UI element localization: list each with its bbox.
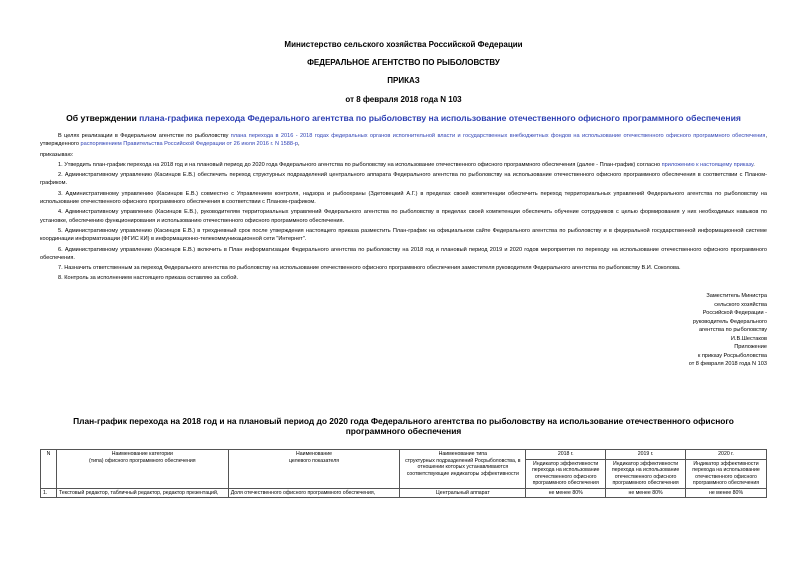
doc-type: ПРИКАЗ (387, 76, 420, 85)
cell-indicator: Доля отечественного офисного программного обеспечения, (228, 488, 400, 498)
intro-paragraph (40, 132, 767, 149)
doc-date-number: от 8 февраля 2018 года N 103 (345, 95, 462, 104)
cell-2019: не менее 80% (606, 488, 686, 498)
prikazyvayu: приказываю: (40, 151, 74, 158)
col-n: N (41, 450, 57, 489)
title-link[interactable]: плана-графика перехода Федерального агентства по рыболовству на использование отечественного офисного программного обеспечения (139, 113, 741, 123)
item-2: 2. Административному управлению (Касинцов Е.В.) обеспечить переход структурных подразделений центрального аппарата Федерального агентства по рыболовству на использование отечественного офисного программного обеспечения в соответствии с Планом-графиком. (40, 172, 767, 187)
intro-link-order[interactable]: распоряжением Правительства Российской Федерации от 26 июля 2016 г. N 1588-р (80, 141, 298, 148)
item-4: 4. Административному управлению (Касинцов Е.В.), руководителям территориальных управлений Федерального агентства по рыболовству в пределах своей компетенции обеспечить обучение сотрудников с целью формирования у них необходимых навыков по установке, обеспечению функционирования и использованию отечественного офисного программного обеспечения. (40, 209, 767, 224)
appendix-ref: к приказу Росрыболовства (697, 352, 767, 359)
cell-unit-type: Центральный аппарат (400, 488, 526, 498)
col-2018: 2018 г. (526, 450, 606, 460)
col-indicator (228, 450, 400, 489)
col-unit-type (400, 450, 526, 489)
col-category-l2: (типа) офисного программного обеспечения (89, 457, 196, 464)
item-1 (40, 161, 767, 169)
doc-title (40, 113, 767, 123)
item-5: 5. Административному управлению (Касинцов Е.В.) в трехдневный срок после утверждения настоящего приказа разместить План-график на официальном сайте Федерального агентства по рыболовству и в федеральной государственной информационной системе координации информатизации (ФГИС КИ) в информационно-телекоммуникационной сети "Интернет". (40, 227, 767, 243)
col-2018-eff: Индикатор эффективности перехода на использование отечественного офисного программного обеспечения (526, 459, 606, 488)
intro-text-3: , (297, 141, 300, 148)
title-prefix: Об утверждении (66, 113, 140, 123)
sign-line: Заместитель Министра (706, 293, 767, 299)
sign-line: Российской Федерации - (702, 310, 767, 316)
ministry-header: Министерство сельского хозяйства Российской Федерации (284, 40, 523, 49)
plan-title: План-график перехода на 2018 год и на плановый период до 2020 года Федерального агентства по рыболовству на использование отечественного офисного программного обеспечения (73, 416, 734, 436)
item-1-link[interactable]: приложению к настоящему приказу (661, 161, 754, 168)
appendix-label: Приложение (734, 344, 767, 350)
sign-line: руководитель Федерального (692, 318, 767, 325)
col-category-l1: Наименование категории (111, 451, 173, 457)
plan-table (40, 449, 767, 498)
item-1-end: . (753, 161, 755, 168)
col-2019-eff: Индикатор эффективности перехода на использование отечественного офисного программного обеспечения (606, 459, 686, 488)
doc-body (40, 132, 767, 285)
cell-n: 1. (41, 488, 57, 498)
item-8: 8. Контроль за исполнением настоящего приказа оставляю за собой. (58, 275, 239, 282)
table-header-row (41, 450, 767, 460)
agency-header: ФЕДЕРАЛЬНОЕ АГЕНТСТВО ПО РЫБОЛОВСТВУ (307, 58, 500, 67)
cell-2018: не менее 80% (526, 488, 606, 498)
col-2019: 2019 г. (606, 450, 686, 460)
signer-name: И.В.Шестаков (730, 335, 767, 342)
sign-line: агентства по рыболовству (698, 327, 767, 333)
col-unit-type-l2: структурных подразделений Росрыболовства, в отношении которых устанавливаются соответствующие индикаторы эффективности (405, 457, 521, 477)
col-unit-type-l1: Наименование типа (438, 451, 487, 457)
item-1-text: 1. Утвердить план-график перехода на 2018 год и на плановый период до 2020 года Федерального агентства по рыболовству на использование отечественного офисного программного обеспечения (далее - План-график) согласно (58, 161, 662, 168)
cell-category: Текстовый редактор, табличный редактор, редактор презентаций, (56, 488, 228, 498)
table-row (41, 488, 767, 498)
signature-block (689, 292, 767, 369)
col-indicator-l1: Наименование (296, 451, 333, 457)
cell-2020: не менее 80% (686, 488, 767, 498)
item-7: 7. Назначить ответственным за переход Федерального агентства по рыболовству на использование отечественного офисного программного обеспечения заместителя руководителя Федерального агентства по рыболовству В.И. Соколова. (58, 265, 681, 272)
sign-line: сельского хозяйства (714, 301, 767, 308)
appendix-date: от 8 февраля 2018 года N 103 (688, 361, 767, 367)
col-2020: 2020 г. (686, 450, 767, 460)
col-category (56, 450, 228, 489)
intro-link-plan[interactable]: плана перехода в 2016 - 2018 годах федеральных органов исполнительной власти и государственных внебюджетных фондов на использование отечественного офисного программного обеспечения (230, 133, 766, 139)
col-2020-eff: Индикатор эффективности перехода на использование отечественного офисного программного обеспечения (686, 459, 767, 488)
item-6: 6. Административному управлению (Касинцов Е.В.) включить в План информатизации Федерального агентства по рыболовству на 2018 год и плановый период 2019 и 2020 годов мероприятия по переходу на использование отечественного офисного программного обеспечения. (40, 246, 767, 261)
intro-text-1: В целях реализации в Федеральном агентстве по рыболовству (58, 133, 231, 139)
intro-text-2: , утвержденного (40, 133, 768, 148)
col-indicator-l2: целевого показателя (288, 457, 340, 464)
item-3: 3. Административному управлению (Касинцов Е.В.) совместно с Управлением контроля, надзора и рыбоохраны (Здетовецкий А.Г.) в пределах своей компетенции обеспечить переход территориальных управлений Федерального агентства по рыболовству на использование отечественного офисного программного обеспечения в соответствии с Планом-графиком. (40, 190, 767, 206)
